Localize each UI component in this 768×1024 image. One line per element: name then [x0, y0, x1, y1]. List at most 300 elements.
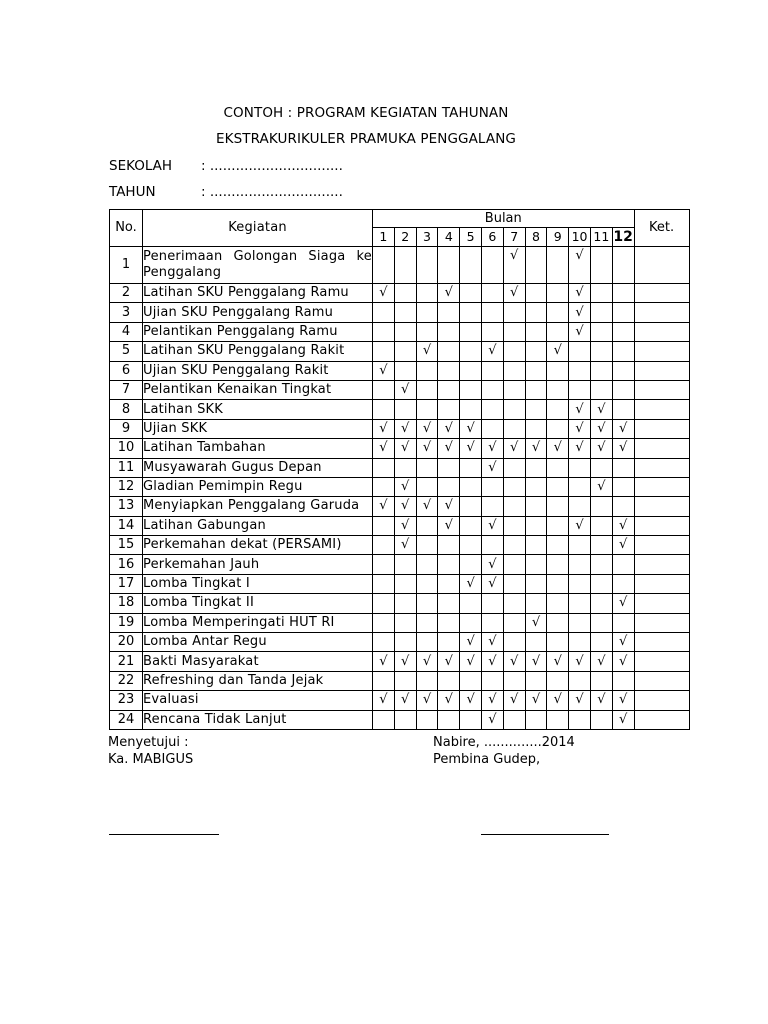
row-activity: Latihan SKU Penggalang Ramu — [143, 284, 373, 303]
check-mark-icon: √ — [394, 536, 416, 555]
document-title-line2: EKSTRAKURIKULER PRAMUKA PENGGALANG — [216, 131, 516, 147]
check-mark-icon: √ — [481, 342, 503, 361]
table-row — [110, 516, 690, 535]
check-mark-icon: √ — [590, 439, 612, 458]
table-row — [110, 400, 690, 419]
month-cell-11 — [590, 303, 612, 322]
row-note — [634, 574, 689, 593]
month-cell-9 — [547, 419, 569, 438]
month-cell-7 — [503, 477, 525, 496]
month-cell-4 — [438, 633, 460, 652]
row-number: 1 — [110, 247, 143, 284]
month-cell-3 — [416, 671, 438, 690]
row-activity: Pelantikan Penggalang Ramu — [143, 322, 373, 341]
row-activity: Lomba Tingkat I — [143, 574, 373, 593]
month-cell-8 — [525, 710, 547, 729]
check-mark-icon: √ — [525, 439, 547, 458]
month-header-8: 8 — [525, 228, 547, 247]
check-mark-icon: √ — [547, 691, 569, 710]
row-activity: Evaluasi — [143, 691, 373, 710]
activity-program-table — [109, 209, 690, 730]
month-cell-9 — [547, 671, 569, 690]
month-cell-3 — [416, 458, 438, 477]
month-cell-10 — [569, 633, 591, 652]
month-cell-8 — [525, 516, 547, 535]
school-field — [109, 158, 343, 174]
row-note — [634, 247, 689, 284]
check-mark-icon: √ — [590, 652, 612, 671]
month-header-1: 1 — [373, 228, 395, 247]
month-cell-11 — [590, 458, 612, 477]
month-cell-7 — [503, 400, 525, 419]
check-mark-icon: √ — [569, 247, 591, 284]
row-activity: Lomba Antar Regu — [143, 633, 373, 652]
month-cell-5 — [460, 516, 482, 535]
check-mark-icon: √ — [612, 439, 634, 458]
check-mark-icon: √ — [569, 284, 591, 303]
month-cell-3 — [416, 536, 438, 555]
check-mark-icon: √ — [612, 536, 634, 555]
month-cell-12 — [612, 555, 634, 574]
month-cell-5 — [460, 536, 482, 555]
month-cell-7 — [503, 574, 525, 593]
check-mark-icon: √ — [416, 691, 438, 710]
table-row — [110, 555, 690, 574]
month-cell-8 — [525, 400, 547, 419]
row-note — [634, 555, 689, 574]
check-mark-icon: √ — [612, 594, 634, 613]
month-cell-7 — [503, 536, 525, 555]
month-cell-1 — [373, 710, 395, 729]
check-mark-icon: √ — [460, 574, 482, 593]
row-note — [634, 594, 689, 613]
month-cell-12 — [612, 497, 634, 516]
month-cell-3 — [416, 516, 438, 535]
month-cell-5 — [460, 497, 482, 516]
month-cell-1 — [373, 671, 395, 690]
check-mark-icon: √ — [612, 419, 634, 438]
check-mark-icon: √ — [590, 419, 612, 438]
row-note — [634, 322, 689, 341]
month-cell-9 — [547, 380, 569, 399]
month-cell-7 — [503, 380, 525, 399]
month-cell-2 — [394, 322, 416, 341]
month-cell-11 — [590, 613, 612, 632]
row-activity: Ujian SKK — [143, 419, 373, 438]
school-value: : ............................... — [201, 158, 343, 174]
header-note: Ket. — [634, 210, 689, 247]
month-cell-9 — [547, 574, 569, 593]
table-row — [110, 497, 690, 516]
document-title-line1: CONTOH : PROGRAM KEGIATAN TAHUNAN — [223, 105, 509, 121]
month-header-7: 7 — [503, 228, 525, 247]
check-mark-icon: √ — [481, 555, 503, 574]
month-cell-1 — [373, 536, 395, 555]
row-activity: Latihan Gabungan — [143, 516, 373, 535]
month-cell-1 — [373, 303, 395, 322]
check-mark-icon: √ — [438, 497, 460, 516]
check-mark-icon: √ — [481, 574, 503, 593]
row-note — [634, 536, 689, 555]
month-cell-8 — [525, 342, 547, 361]
month-header-4: 4 — [438, 228, 460, 247]
month-cell-11 — [590, 247, 612, 284]
month-cell-8 — [525, 419, 547, 438]
table-row — [110, 439, 690, 458]
month-cell-8 — [525, 380, 547, 399]
check-mark-icon: √ — [481, 691, 503, 710]
month-cell-7 — [503, 342, 525, 361]
month-cell-3 — [416, 633, 438, 652]
row-number: 22 — [110, 671, 143, 690]
month-cell-4 — [438, 342, 460, 361]
month-cell-12 — [612, 284, 634, 303]
table-row — [110, 477, 690, 496]
month-cell-11 — [590, 633, 612, 652]
month-cell-5 — [460, 458, 482, 477]
check-mark-icon: √ — [394, 380, 416, 399]
check-mark-icon: √ — [612, 691, 634, 710]
table-row — [110, 710, 690, 729]
row-number: 20 — [110, 633, 143, 652]
month-cell-3 — [416, 594, 438, 613]
row-number: 6 — [110, 361, 143, 380]
month-cell-4 — [438, 536, 460, 555]
month-cell-5 — [460, 322, 482, 341]
row-activity: Lomba Tingkat II — [143, 594, 373, 613]
month-cell-8 — [525, 458, 547, 477]
signer-role: Pembina Gudep, — [433, 752, 541, 767]
check-mark-icon: √ — [438, 652, 460, 671]
month-cell-8 — [525, 555, 547, 574]
month-cell-5 — [460, 380, 482, 399]
month-cell-9 — [547, 477, 569, 496]
month-cell-2 — [394, 303, 416, 322]
month-cell-8 — [525, 361, 547, 380]
month-cell-6 — [481, 613, 503, 632]
row-number: 11 — [110, 458, 143, 477]
check-mark-icon: √ — [460, 652, 482, 671]
check-mark-icon: √ — [373, 361, 395, 380]
month-cell-1 — [373, 613, 395, 632]
table-row — [110, 322, 690, 341]
signature-line-right — [481, 834, 609, 835]
check-mark-icon: √ — [438, 419, 460, 438]
month-cell-7 — [503, 516, 525, 535]
row-number: 2 — [110, 284, 143, 303]
month-cell-2 — [394, 594, 416, 613]
month-cell-9 — [547, 361, 569, 380]
month-cell-4 — [438, 574, 460, 593]
row-note — [634, 284, 689, 303]
month-cell-6 — [481, 284, 503, 303]
month-cell-7 — [503, 671, 525, 690]
year-label: TAHUN — [109, 184, 156, 200]
month-cell-11 — [590, 322, 612, 341]
check-mark-icon: √ — [612, 710, 634, 729]
month-cell-11 — [590, 671, 612, 690]
row-number: 23 — [110, 691, 143, 710]
row-note — [634, 613, 689, 632]
month-header-12: 12 — [613, 229, 633, 245]
row-activity: Ujian SKU Penggalang Ramu — [143, 303, 373, 322]
check-mark-icon: √ — [481, 633, 503, 652]
month-cell-7 — [503, 710, 525, 729]
check-mark-icon: √ — [438, 284, 460, 303]
month-cell-2 — [394, 361, 416, 380]
row-number: 17 — [110, 574, 143, 593]
month-cell-7 — [503, 361, 525, 380]
check-mark-icon: √ — [438, 516, 460, 535]
month-cell-8 — [525, 536, 547, 555]
check-mark-icon: √ — [416, 342, 438, 361]
month-cell-10 — [569, 671, 591, 690]
month-cell-1 — [373, 400, 395, 419]
check-mark-icon: √ — [503, 691, 525, 710]
month-cell-2 — [394, 710, 416, 729]
month-cell-3 — [416, 613, 438, 632]
month-cell-12 — [612, 671, 634, 690]
month-cell-5 — [460, 400, 482, 419]
month-cell-9 — [547, 536, 569, 555]
month-cell-11 — [590, 710, 612, 729]
month-header-9: 9 — [547, 228, 569, 247]
check-mark-icon: √ — [460, 633, 482, 652]
table-row — [110, 691, 690, 710]
approve-role: Ka. MABIGUS — [108, 752, 194, 767]
month-cell-3 — [416, 322, 438, 341]
check-mark-icon: √ — [481, 516, 503, 535]
month-cell-9 — [547, 613, 569, 632]
table-row — [110, 419, 690, 438]
month-cell-10 — [569, 710, 591, 729]
month-cell-11 — [590, 497, 612, 516]
check-mark-icon: √ — [503, 247, 525, 284]
row-number: 24 — [110, 710, 143, 729]
row-number: 3 — [110, 303, 143, 322]
month-cell-3 — [416, 361, 438, 380]
month-cell-10 — [569, 594, 591, 613]
month-cell-9 — [547, 400, 569, 419]
check-mark-icon: √ — [569, 419, 591, 438]
row-note — [634, 652, 689, 671]
table-row — [110, 380, 690, 399]
month-cell-12 — [612, 477, 634, 496]
month-cell-2 — [394, 671, 416, 690]
check-mark-icon: √ — [394, 477, 416, 496]
month-header-5: 5 — [460, 228, 482, 247]
month-cell-3 — [416, 477, 438, 496]
month-cell-5 — [460, 594, 482, 613]
row-note — [634, 342, 689, 361]
check-mark-icon: √ — [612, 652, 634, 671]
row-activity: Pelantikan Kenaikan Tingkat — [143, 380, 373, 399]
check-mark-icon: √ — [525, 691, 547, 710]
month-header-2: 2 — [394, 228, 416, 247]
year-field — [109, 184, 343, 200]
row-note — [634, 710, 689, 729]
check-mark-icon: √ — [416, 439, 438, 458]
month-cell-3 — [416, 574, 438, 593]
month-cell-4 — [438, 400, 460, 419]
check-mark-icon: √ — [460, 419, 482, 438]
month-cell-5 — [460, 342, 482, 361]
month-cell-10 — [569, 477, 591, 496]
month-cell-5 — [460, 477, 482, 496]
month-cell-7 — [503, 303, 525, 322]
month-cell-9 — [547, 710, 569, 729]
month-cell-11 — [590, 342, 612, 361]
month-cell-10 — [569, 342, 591, 361]
month-cell-1 — [373, 574, 395, 593]
month-cell-4 — [438, 361, 460, 380]
month-cell-3 — [416, 247, 438, 284]
month-cell-2 — [394, 284, 416, 303]
month-cell-6 — [481, 361, 503, 380]
check-mark-icon: √ — [394, 497, 416, 516]
month-cell-4 — [438, 555, 460, 574]
check-mark-icon: √ — [569, 303, 591, 322]
table-row — [110, 671, 690, 690]
month-cell-1 — [373, 633, 395, 652]
month-header-11: 11 — [590, 228, 612, 247]
month-cell-9 — [547, 303, 569, 322]
check-mark-icon: √ — [373, 691, 395, 710]
month-cell-9 — [547, 458, 569, 477]
row-note — [634, 691, 689, 710]
month-cell-4 — [438, 458, 460, 477]
approve-label: Menyetujui : — [108, 735, 189, 750]
table-row — [110, 574, 690, 593]
row-activity: Penerimaan Golongan Siaga ke Penggalang — [143, 247, 373, 284]
row-activity: Latihan Tambahan — [143, 439, 373, 458]
month-cell-9 — [547, 555, 569, 574]
month-cell-1 — [373, 555, 395, 574]
month-cell-7 — [503, 419, 525, 438]
check-mark-icon: √ — [569, 322, 591, 341]
month-cell-5 — [460, 710, 482, 729]
check-mark-icon: √ — [373, 284, 395, 303]
month-cell-1 — [373, 458, 395, 477]
month-cell-9 — [547, 284, 569, 303]
month-cell-6 — [481, 497, 503, 516]
row-note — [634, 400, 689, 419]
month-cell-5 — [460, 361, 482, 380]
month-cell-2 — [394, 574, 416, 593]
month-cell-3 — [416, 284, 438, 303]
row-note — [634, 439, 689, 458]
table-row — [110, 303, 690, 322]
row-note — [634, 477, 689, 496]
check-mark-icon: √ — [503, 284, 525, 303]
header-no: No. — [110, 210, 143, 247]
month-cell-12 — [612, 400, 634, 419]
row-note — [634, 633, 689, 652]
row-number: 4 — [110, 322, 143, 341]
month-cell-6 — [481, 380, 503, 399]
check-mark-icon: √ — [590, 477, 612, 496]
month-cell-3 — [416, 400, 438, 419]
month-cell-6 — [481, 594, 503, 613]
row-note — [634, 419, 689, 438]
month-cell-4 — [438, 594, 460, 613]
month-cell-11 — [590, 574, 612, 593]
month-cell-10 — [569, 536, 591, 555]
month-cell-9 — [547, 247, 569, 284]
month-cell-4 — [438, 380, 460, 399]
month-cell-3 — [416, 710, 438, 729]
month-cell-11 — [590, 284, 612, 303]
month-cell-8 — [525, 574, 547, 593]
month-cell-2 — [394, 458, 416, 477]
row-activity: Perkemahan dekat (PERSAMI) — [143, 536, 373, 555]
row-number: 19 — [110, 613, 143, 632]
check-mark-icon: √ — [438, 691, 460, 710]
row-number: 18 — [110, 594, 143, 613]
row-activity: Refreshing dan Tanda Jejak — [143, 671, 373, 690]
check-mark-icon: √ — [547, 342, 569, 361]
month-cell-5 — [460, 613, 482, 632]
month-cell-12 — [612, 322, 634, 341]
month-cell-3 — [416, 380, 438, 399]
check-mark-icon: √ — [481, 652, 503, 671]
month-cell-6 — [481, 400, 503, 419]
month-cell-6 — [481, 322, 503, 341]
row-note — [634, 303, 689, 322]
month-cell-8 — [525, 303, 547, 322]
month-cell-6 — [481, 303, 503, 322]
month-cell-7 — [503, 594, 525, 613]
month-cell-2 — [394, 633, 416, 652]
check-mark-icon: √ — [438, 439, 460, 458]
row-activity: Bakti Masyarakat — [143, 652, 373, 671]
header-activity: Kegiatan — [143, 210, 373, 247]
month-cell-1 — [373, 380, 395, 399]
month-cell-2 — [394, 613, 416, 632]
month-cell-7 — [503, 633, 525, 652]
month-cell-5 — [460, 555, 482, 574]
month-cell-7 — [503, 555, 525, 574]
table-row — [110, 247, 690, 284]
check-mark-icon: √ — [612, 633, 634, 652]
month-cell-9 — [547, 594, 569, 613]
month-cell-11 — [590, 594, 612, 613]
row-activity: Musyawarah Gugus Depan — [143, 458, 373, 477]
month-cell-3 — [416, 555, 438, 574]
month-cell-1 — [373, 322, 395, 341]
row-note — [634, 671, 689, 690]
row-note — [634, 497, 689, 516]
month-cell-4 — [438, 247, 460, 284]
month-cell-10 — [569, 574, 591, 593]
row-number: 8 — [110, 400, 143, 419]
check-mark-icon: √ — [503, 652, 525, 671]
year-value: : ............................... — [201, 184, 343, 200]
table-row — [110, 613, 690, 632]
month-cell-2 — [394, 342, 416, 361]
month-cell-12 — [612, 247, 634, 284]
month-cell-10 — [569, 380, 591, 399]
month-cell-10 — [569, 497, 591, 516]
month-cell-8 — [525, 497, 547, 516]
month-cell-4 — [438, 710, 460, 729]
check-mark-icon: √ — [547, 652, 569, 671]
month-cell-7 — [503, 613, 525, 632]
row-activity: Menyiapkan Penggalang Garuda — [143, 497, 373, 516]
month-cell-6 — [481, 477, 503, 496]
check-mark-icon: √ — [416, 419, 438, 438]
month-cell-2 — [394, 400, 416, 419]
